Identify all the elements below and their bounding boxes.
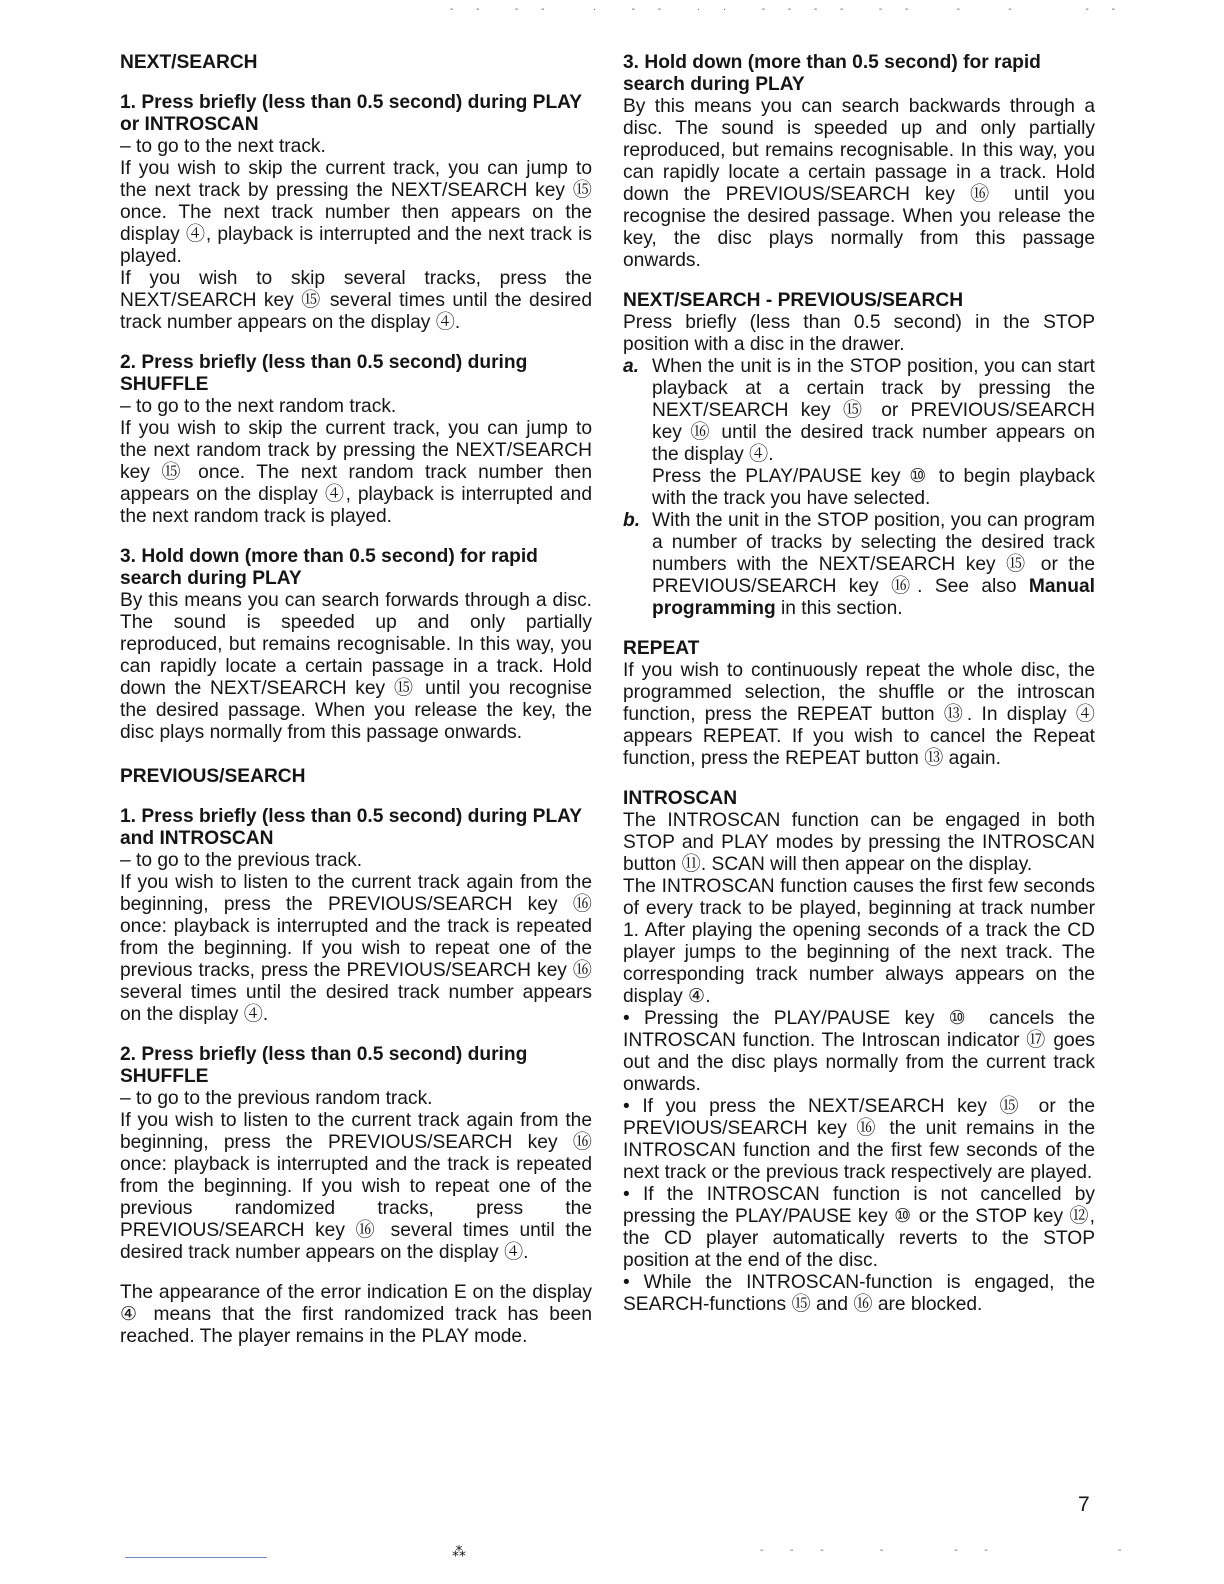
- repeat-para: If you wish to continuously repeat the whole disc, the programmed selection, the shuffle or the introscan function, press the REPEAT button ⑬. In display ④ appears REPEAT. If you wish to cancel the Repeat function, press the REPEAT button ⑬ again.: [623, 660, 1095, 769]
- list-item-b-text: With the unit in the STOP position, you can program a number of tracks by selecting the desired track numbers with the NEXT/SEARCH key ⑮ or the PREVIOUS/SEARCH key ⑯. See also: [652, 510, 1095, 597]
- prev-step-2-para: If you wish to listen to the current track again from the beginning, press the PREVIOUS/SEARCH key ⑯ once: playback is interrupted and the track is repeated from the beginning. If you wish to repeat one of the previous randomized tracks, press the PREVIOUS/SEARCH key ⑯ several times until the desired track number appears on the display ④.: [120, 1110, 592, 1263]
- repeat-heading: REPEAT: [623, 638, 700, 659]
- introscan-para-1: The INTROSCAN function can be engaged in both STOP and PLAY modes by pressing the INTROSCAN button ⑪. SCAN will then appear on the display.: [623, 810, 1095, 875]
- next-step-3-title: 3. Hold down (more than 0.5 second) for rapid search during PLAY: [120, 546, 538, 589]
- introscan-para-2: The INTROSCAN function causes the first few seconds of every track to be played, beginning at track number 1. After playing the opening seconds of a track the CD player jumps to the beginning of the next track. The corresponding track number always appears on the display ④.: [623, 876, 1095, 1007]
- next-step-1-sub: – to go to the next track.: [120, 136, 326, 157]
- prev-step-1-para: If you wish to listen to the current track again from the beginning, press the PREVIOUS/SEARCH key ⑯ once: playback is interrupted and the track is repeated from the beginning. If you wish to repeat one of the previous tracks, press the PREVIOUS/SEARCH key ⑯ several times until the desired track number appears on the display ④.: [120, 872, 592, 1025]
- introscan-heading: INTROSCAN: [623, 788, 738, 809]
- next-prev-search-heading: NEXT/SEARCH - PREVIOUS/SEARCH: [623, 290, 964, 311]
- next-search-heading: NEXT/SEARCH: [120, 52, 258, 73]
- list-item-b-tail: in this section.: [781, 598, 903, 619]
- next-step-3-para: By this means you can search forwards through a disc. The sound is speeded up and only partially reproduced, but remains recognisable. In this way, you can rapidly locate a certain passage in a track. Hold down the NEXT/SEARCH key ⑮ until you recognise the desired passage. When you release the key, the disc plays normally from this passage onwards.: [120, 590, 592, 743]
- prev-step-2-sub: – to go to the previous random track.: [120, 1088, 433, 1109]
- list-item-b: [623, 510, 1095, 620]
- next-step-1-para-2: If you wish to skip several tracks, press the NEXT/SEARCH key ⑮ several times until the desired track number appears on the display ④.: [120, 268, 592, 333]
- list-item-a-para-1: When the unit is in the STOP position, you can start playback at a certain track by pressing the NEXT/SEARCH key ⑮ or PREVIOUS/SEARCH key ⑯ until the desired track number appears on the display ④.: [652, 356, 1095, 465]
- right-column: [623, 52, 1095, 1316]
- introscan-bullet-1: • Pressing the PLAY/PAUSE key ⑩ cancels the INTROSCAN function. The Introscan indicator ⑰ goes out and the disc plays normally from the current track onwards.: [623, 1008, 1095, 1095]
- page-number: 7: [1078, 1493, 1090, 1516]
- manual-programming-ref: Manual programming: [652, 576, 1095, 619]
- introscan-bullet-3: • If the INTROSCAN function is not cancelled by pressing the PLAY/PAUSE key ⑩ or the STOP key ⑫, the CD player automatically reverts to the STOP position at the end of the disc.: [623, 1184, 1095, 1271]
- list-item-a-para-2: Press the PLAY/PAUSE key ⑩ to begin playback with the track you have selected.: [652, 466, 1095, 509]
- next-step-2-sub: – to go to the next random track.: [120, 396, 397, 417]
- next-prev-intro-para: Press briefly (less than 0.5 second) in the STOP position with a disc in the drawer.: [623, 312, 1095, 355]
- introscan-bullet-4: • While the INTROSCAN-function is engaged, the SEARCH-functions ⑮ and ⑯ are blocked.: [623, 1272, 1095, 1315]
- footer-rule: [125, 1557, 267, 1558]
- list-label-b: b.: [623, 510, 641, 531]
- list-item-b-para: [652, 510, 1095, 620]
- prev-step-1-sub: – to go to the previous track.: [120, 850, 363, 871]
- prev-step-3-title: 3. Hold down (more than 0.5 second) for rapid search during PLAY: [623, 52, 1041, 95]
- next-step-2-para: If you wish to skip the current track, you can jump to the next random track by pressing the NEXT/SEARCH key ⑮ once. The next random track number then appears on the display ④, playback is interrupted and the next random track is played.: [120, 418, 592, 527]
- introscan-bullet-2: • If you press the NEXT/SEARCH key ⑮ or the PREVIOUS/SEARCH key ⑯ the unit remains in the INTROSCAN function and the first few seconds of the next track or the previous track respectively are played.: [623, 1096, 1095, 1183]
- prev-step-3-para: By this means you can search backwards through a disc. The sound is speeded up and only partially reproduced, but remains recognisable. In this way, you can rapidly locate a certain passage in a track. Hold down the PREVIOUS/SEARCH key ⑯ until you recognise the desired passage. When you release the key, the disc plays normally from this passage onwards.: [623, 96, 1095, 271]
- prev-step-1-title: 1. Press briefly (less than 0.5 second) during PLAY and INTROSCAN: [120, 806, 582, 849]
- prev-step-2-title: 2. Press briefly (less than 0.5 second) during SHUFFLE: [120, 1044, 528, 1087]
- list-item-a: [623, 356, 1095, 510]
- left-column: [120, 52, 592, 1348]
- error-indication-para: The appearance of the error indication E on the display ④ means that the first randomized track has been reached. The player remains in the PLAY mode.: [120, 1282, 592, 1347]
- next-step-1-para-1: If you wish to skip the current track, you can jump to the next track by pressing the NEXT/SEARCH key ⑮ once. The next track number then appears on the display ④, playback is interrupted and the next track is played.: [120, 158, 592, 267]
- scan-mark-bottom: ⁂: [452, 1543, 466, 1559]
- scan-specks-top: - - - - · - - · · - - - - - - - - - -: [450, 4, 1125, 15]
- scan-specks-bottom: - - - - - - -: [760, 1545, 1134, 1556]
- list-label-a: a.: [623, 356, 640, 377]
- next-step-2-title: 2. Press briefly (less than 0.5 second) during SHUFFLE: [120, 352, 528, 395]
- next-step-1-title: 1. Press briefly (less than 0.5 second) during PLAY or INTROSCAN: [120, 92, 582, 135]
- previous-search-heading: PREVIOUS/SEARCH: [120, 766, 306, 787]
